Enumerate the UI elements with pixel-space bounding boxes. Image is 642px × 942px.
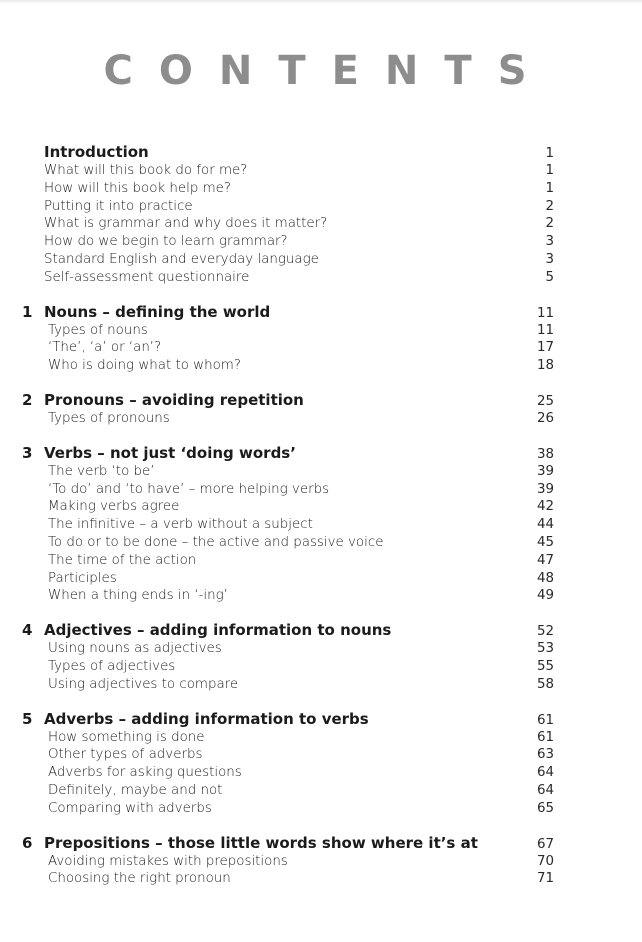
toc-entry[interactable] — [22, 534, 554, 552]
entry-title: How do we begin to learn grammar? — [44, 234, 288, 250]
toc-entry[interactable] — [22, 162, 554, 180]
entry-title: How something is done — [48, 729, 205, 745]
entry-title: Types of pronouns — [48, 410, 170, 426]
toc-chapter-heading[interactable] — [22, 834, 554, 853]
entry-title: The time of the action — [48, 552, 197, 568]
entry-title: Adverbs for asking questions — [48, 765, 242, 781]
entry-page: 2 — [545, 216, 554, 232]
toc-entry[interactable] — [22, 640, 554, 658]
entry-title: ‘The’, ‘a’ or ‘an’? — [48, 340, 162, 356]
toc-entry[interactable] — [22, 746, 554, 764]
toc-entry[interactable] — [22, 676, 554, 694]
chapter-number: 3 — [22, 443, 33, 462]
entry-title: Types of nouns — [48, 322, 148, 338]
toc-entry[interactable] — [22, 587, 554, 605]
entry-title: To do or to be done – the active and passive voice — [48, 534, 384, 550]
entry-page: 45 — [536, 534, 554, 550]
chapter-page: 67 — [536, 836, 554, 852]
toc-chapter-heading[interactable] — [22, 303, 554, 322]
toc-entry[interactable] — [22, 198, 554, 216]
toc-entry[interactable] — [22, 357, 554, 375]
entry-page: 58 — [536, 676, 554, 692]
entry-title: Participles — [48, 570, 117, 586]
entry-page: 18 — [536, 358, 554, 374]
chapter-page: 25 — [536, 393, 554, 409]
toc-section-adjectives — [22, 621, 554, 693]
toc-entry[interactable] — [22, 764, 554, 782]
entry-title: Putting it into practice — [44, 198, 193, 214]
toc-entry[interactable] — [22, 570, 554, 588]
chapter-page: 11 — [536, 305, 554, 321]
entry-title: When a thing ends in ‘-ing’ — [48, 588, 228, 604]
chapter-title: Pronouns – avoiding repetition — [44, 390, 304, 409]
toc-section-adverbs — [22, 710, 554, 818]
entry-page: 47 — [536, 552, 554, 568]
toc-section-verbs — [22, 444, 554, 605]
chapter-number: 6 — [22, 833, 33, 852]
entry-title: Self-assessment questionnaire — [44, 269, 250, 285]
chapter-title: Verbs – not just ‘doing words’ — [44, 443, 296, 462]
toc-chapter-heading[interactable] — [22, 391, 554, 410]
entry-page: 44 — [536, 517, 554, 533]
entry-page: 17 — [536, 340, 554, 356]
entry-title: Making verbs agree — [48, 499, 180, 515]
chapter-title: Introduction — [44, 143, 149, 161]
entry-page: 71 — [536, 871, 554, 887]
toc-section-prepositions — [22, 834, 554, 889]
entry-page: 5 — [545, 269, 554, 285]
entry-title: What will this book do for me? — [44, 163, 248, 178]
entry-page: 63 — [536, 747, 554, 763]
toc-section-nouns — [22, 303, 554, 375]
toc-entry[interactable] — [22, 463, 554, 481]
toc-entry[interactable] — [22, 233, 554, 251]
entry-title: ‘To do’ and ‘to have’ – more helping verbs — [48, 481, 330, 497]
entry-title: Avoiding mistakes with prepositions — [48, 853, 288, 869]
chapter-number: 4 — [22, 621, 33, 640]
entry-page: 1 — [545, 180, 554, 196]
chapter-page: 61 — [536, 712, 554, 728]
toc-entry[interactable] — [22, 410, 554, 428]
toc-entry[interactable] — [22, 552, 554, 570]
scan-edge — [0, 0, 642, 4]
entry-title: How will this book help me? — [44, 180, 232, 196]
entry-title: Comparing with adverbs — [48, 800, 212, 816]
entry-page: 39 — [536, 463, 554, 479]
toc-chapter-heading[interactable] — [22, 710, 554, 729]
chapter-number: 1 — [22, 302, 33, 321]
toc-section-introduction — [22, 143, 554, 287]
entry-page: 11 — [536, 322, 554, 338]
chapter-page: 52 — [536, 624, 554, 640]
toc-chapter-heading[interactable] — [22, 621, 554, 640]
entry-title: Choosing the right pronoun — [48, 871, 231, 887]
entry-page: 64 — [536, 765, 554, 781]
table-of-contents — [22, 143, 554, 904]
chapter-page: 38 — [536, 446, 554, 462]
chapter-number: 5 — [22, 709, 33, 728]
entry-page: 26 — [536, 410, 554, 426]
toc-entry[interactable] — [22, 870, 554, 888]
chapter-title: Nouns – defining the world — [44, 302, 271, 321]
entry-page: 61 — [536, 729, 554, 745]
entry-page: 3 — [545, 251, 554, 267]
entry-page: 39 — [536, 481, 554, 497]
chapter-title: Adjectives – adding information to nouns — [44, 621, 392, 640]
toc-entry[interactable] — [22, 251, 554, 269]
toc-entry[interactable] — [22, 800, 554, 818]
entry-title: Standard English and everyday language — [44, 251, 319, 267]
page-title: CONTENTS — [103, 48, 553, 94]
toc-entry[interactable] — [22, 782, 554, 800]
entry-title: Definitely, maybe and not — [48, 782, 223, 798]
entry-title: What is grammar and why does it matter? — [44, 216, 328, 232]
toc-entry[interactable] — [22, 729, 554, 747]
entry-title: Types of adjectives — [48, 658, 176, 674]
entry-title: The infinitive – a verb without a subject — [48, 517, 313, 533]
toc-entry[interactable] — [22, 481, 554, 499]
entry-page: 49 — [536, 588, 554, 604]
toc-chapter-heading[interactable] — [22, 444, 554, 463]
entry-page: 55 — [536, 658, 554, 674]
entry-title: Who is doing what to whom? — [48, 358, 241, 374]
entry-page: 2 — [545, 198, 554, 214]
entry-title: Using nouns as adjectives — [48, 641, 222, 657]
toc-entry[interactable] — [22, 339, 554, 357]
entry-page: 3 — [545, 234, 554, 250]
chapter-page: 1 — [545, 146, 554, 161]
toc-entry[interactable] — [22, 322, 554, 340]
entry-title: Using adjectives to compare — [48, 676, 239, 692]
toc-entry[interactable] — [22, 516, 554, 534]
toc-entry[interactable] — [22, 853, 554, 871]
chapter-title: Adverbs – adding information to verbs — [44, 709, 369, 728]
entry-page: 1 — [545, 163, 554, 178]
toc-entry[interactable] — [22, 498, 554, 516]
entry-page: 65 — [536, 800, 554, 816]
entry-page: 53 — [536, 641, 554, 657]
entry-page: 64 — [536, 782, 554, 798]
entry-title: Other types of adverbs — [48, 747, 203, 763]
toc-entry[interactable] — [22, 269, 554, 287]
entry-page: 42 — [536, 499, 554, 515]
entry-title: The verb ‘to be’ — [48, 463, 155, 479]
entry-page: 70 — [536, 853, 554, 869]
toc-entry[interactable] — [22, 658, 554, 676]
chapter-title: Prepositions – those little words show where it’s at — [44, 833, 478, 852]
toc-entry[interactable] — [22, 180, 554, 198]
toc-section-pronouns — [22, 391, 554, 428]
chapter-number: 2 — [22, 390, 33, 409]
entry-page: 48 — [536, 570, 554, 586]
toc-chapter-heading[interactable] — [22, 143, 554, 162]
toc-entry[interactable] — [22, 215, 554, 233]
